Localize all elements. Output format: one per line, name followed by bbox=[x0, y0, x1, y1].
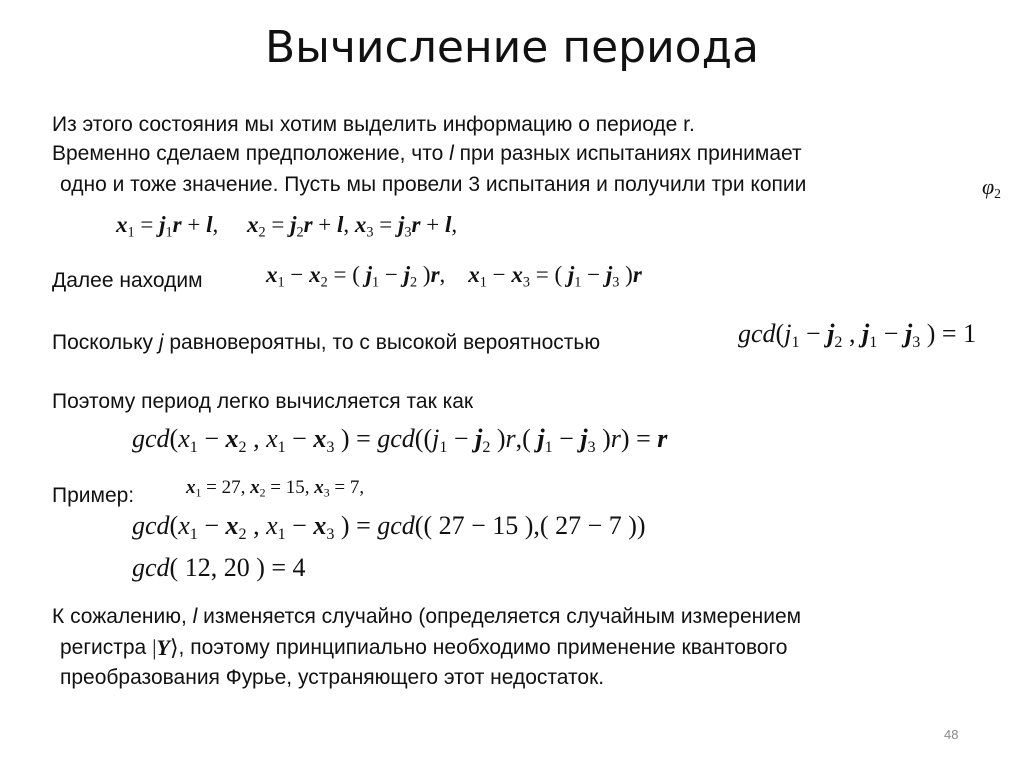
formula-gcd-r: $\gcd(x_1 - x_2$ , $x_1 - x_3$ ) = $\gcd((j_1 - j_2$ )r,( $j_1 - j_3$ )r) = r bbox=[132, 424, 668, 456]
formula-differences: $x_1 - x_2$ = ( $j_1 - j_2$ )r, $x_1 - x_3$ = ( $j_1 - j_3$ )r bbox=[266, 262, 642, 291]
therefore-line: Поэтому период легко вычисляется так как bbox=[52, 390, 474, 413]
formula-example-gcd: $\gcd(x_1 - x_2$ , $x_1 - x_3$ ) = gcd(( 27 − 15 ),( 27 − 7 )) bbox=[132, 511, 646, 543]
regret-variable-l: l bbox=[192, 605, 198, 628]
formula-x-values: $x_1 = j_1r + l$, $x_2 = j_2r + l$, $x_3 = j_3r + l$, bbox=[116, 212, 458, 241]
since-part-b: равновероятны, то с высокой вероятностью bbox=[163, 331, 601, 354]
regret-line-2-register-word: регистра bbox=[60, 636, 147, 659]
regret-line-1 bbox=[52, 604, 801, 629]
regret-line-2 bbox=[60, 634, 787, 660]
regret-line-2-rest: , поэтому принципиально необходимо применение квантового bbox=[178, 636, 788, 659]
intro-variable-l: l bbox=[449, 142, 454, 165]
slide-title: Вычисление периода bbox=[265, 22, 759, 73]
intro-line-1: Из этого состояния мы хотим выделить информацию о периоде r. bbox=[52, 113, 695, 136]
formula-gcd-one: $\gcd(j_1 - j_2$ , $j_1 - j_3$ ) = 1 bbox=[738, 319, 977, 351]
formula-phi2: $\varphi_2$ bbox=[982, 174, 1001, 202]
intro-line-2-part-b: при разных испытаниях принимает bbox=[453, 142, 802, 165]
register-ket: |Y⟩ bbox=[152, 635, 179, 660]
since-line bbox=[52, 330, 600, 355]
regret-part-b: изменяется случайно (определяется случайным измерением bbox=[197, 605, 802, 628]
since-variable-j: j bbox=[158, 331, 164, 354]
intro-line-2-part-a: Временно сделаем предположение, что bbox=[52, 142, 450, 165]
intro-line-2 bbox=[52, 141, 802, 166]
regret-part-a: К сожалению, bbox=[52, 605, 193, 628]
regret-line-3: преобразования Фурье, устраняющего этот недостаток. bbox=[60, 666, 605, 689]
formula-example-values: $x_1 = 27$, $x_2 = 15$, $x_3 = 7$, bbox=[186, 477, 365, 500]
page-number: 48 bbox=[944, 727, 959, 742]
intro-line-3: одно и тоже значение. Пусть мы провели 3 испытания и получили три копии bbox=[60, 173, 807, 196]
example-label: Пример: bbox=[52, 484, 135, 507]
since-part-a: Поскольку bbox=[52, 331, 159, 354]
next-label: Далее находим bbox=[52, 269, 203, 292]
formula-example-result: gcd( 12, 20 ) = 4 bbox=[132, 553, 306, 582]
